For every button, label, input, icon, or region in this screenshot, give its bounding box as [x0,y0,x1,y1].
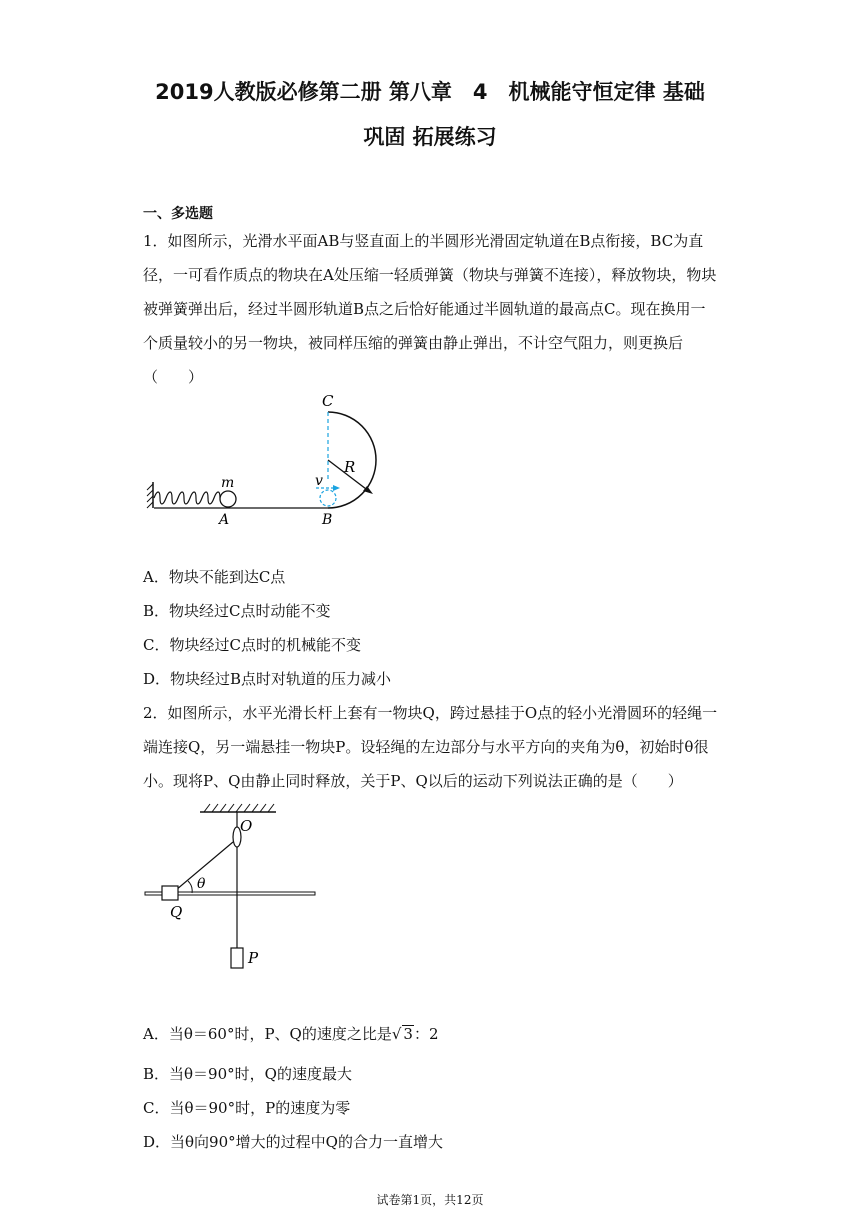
figure-2-rod-pulley [140,800,340,980]
q1-option-b[interactable]: B．物块经过C点时动能不变 [143,602,331,620]
label-q: Q [170,903,183,921]
label-p: P [248,949,259,967]
label-v: v [315,473,323,489]
label-b: B [322,512,333,528]
question-2-text: 2．如图所示，水平光滑长杆上套有一物块Q，跨过悬挂于O点的轻小光滑圆环的轻绳一端连接Q，另一端悬挂一物块P。设轻绳的左边部分与水平方向的夹角为θ，初始时θ很小。现将P、Q由静止同时释放，关于P、Q以后的运动下列说法正确的是（ ） [143,704,718,790]
sqrt-symbol: √ [391,1025,402,1043]
q1-option-c[interactable]: C．物块经过C点时的机械能不变 [143,636,361,654]
page-title-line1: 2019人教版必修第二册 第八章 4 机械能守恒定律 基础 [155,80,705,104]
label-a: A [219,512,230,528]
block-q [162,886,178,900]
label-theta: θ [197,876,206,892]
block-m [220,491,236,507]
sqrt-value: 3 [403,1025,413,1043]
q2-option-a-text: A．当θ＝60°时，P、Q的速度之比是 [143,1025,392,1043]
angle-arc [188,881,192,893]
block-p [231,948,243,968]
question-1-text: 1．如图所示，光滑水平面AB与竖直面上的半圆形光滑固定轨道在B点衔接，BC为直径，一可看作质点的物块在A处压缩一轻质弹簧（物块与弹簧不连接），释放物块，物块被弹簧弹出后，经过半圆形轨道B点之后恰好能通过半圆轨道的最高点C。现在换用一个质量较小的另一物块，被同样压缩的弹簧由静止弹出，不计空气阻力，则更换后（ ） [143,232,717,386]
figure-1-spring-track [140,390,400,530]
q1-option-d[interactable]: D．物块经过B点时对轨道的压力减小 [143,670,392,688]
label-c: C [322,392,334,410]
spring [154,492,220,504]
q1-option-a[interactable]: A．物块不能到达C点 [143,568,286,586]
label-o: O [240,817,253,835]
label-r: R [344,458,356,476]
page-footer: 试卷第1页，共12页 [376,1193,484,1207]
q2-option-a-ratio: ：2 [413,1025,439,1043]
q2-option-d[interactable]: D．当θ向90°增大的过程中Q的合力一直增大 [143,1133,443,1151]
q2-option-a[interactable] [143,1023,439,1045]
page-title-line2: 巩固 拓展练习 [363,125,497,149]
dashed-block [320,490,336,506]
q2-option-b[interactable]: B．当θ＝90°时，Q的速度最大 [143,1065,352,1083]
section-heading: 一、多选题 [143,206,213,222]
label-m: m [221,475,235,491]
q2-option-c[interactable]: C．当θ＝90°时，P的速度为零 [143,1099,351,1117]
